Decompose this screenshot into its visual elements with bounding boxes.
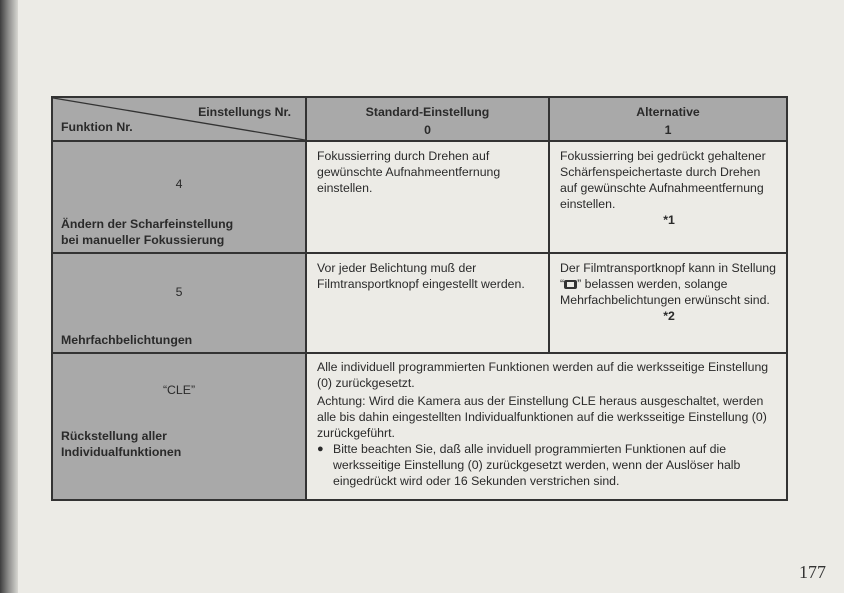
function-5-label-cell [52,253,306,353]
function-5-standard-text: Vor jeder Belichtung muß der Filmtransportknopf eingestellt werden. [306,253,549,353]
header-corner-cell [52,97,306,141]
function-name [61,216,233,248]
alternative-title: Alternative [636,105,700,119]
alternative-text-post: ” belassen werden, solange Mehrfachbelichtungen erwünscht sind. [560,277,770,307]
standard-setting-title: Standard-Einstellung [365,105,490,119]
footnote-mark: *2 [663,309,675,323]
header-alternative-cell [549,97,787,141]
alternative-text-pre: Der Filmtransportknopf kann in Stellung “ [560,261,776,291]
setting-number-label: Einstellungs Nr. [198,105,291,119]
bullet-text: Bitte beachten Sie, daß alle inviduell programmierten Funktionen auf die werksseitige Einstellung (0) zurückgesetzt werden, wenn der Auslöser halb eingedrückt wird oder 16 Sekunden verstrichen sind. [333,442,741,488]
function-4-alternative-text: Fokussierring bei gedrückt gehaltener Schärfenspeichertaste durch Drehen auf gewünschte Aufnahmeentfernung einstellen. [560,149,766,211]
function-number-label: Funktion Nr. [61,120,133,134]
function-name: Mehrfachbelichtungen [61,333,193,347]
function-number: 4 [175,177,183,191]
function-number: 5 [175,285,183,299]
caution-note: Achtung: Wird die Kamera aus der Einstellung CLE heraus ausgeschaltet, werden alle bis dahin eingestellten Individualfunktionen auf die werksseitige Einstellung (0) zurückgeführt. [317,394,767,440]
function-cle-label-cell [52,353,306,500]
function-4-standard-text: Fokussierring durch Drehen auf gewünschte Aufnahmeentfernung einstellen. [306,141,549,253]
bullet-note [317,441,778,489]
function-name-line: Rückstellung aller [61,429,167,443]
table-header-row [52,97,787,141]
function-name-line: Individualfunktionen [61,445,182,459]
function-5-alternative-cell [549,253,787,353]
table-row-function-cle [52,353,787,500]
footnote-mark: *1 [663,213,675,227]
function-5-alternative-text [560,260,778,308]
table-row-function-4 [52,141,787,253]
function-name [61,428,181,460]
function-name-line: bei manueller Fokussierung [61,233,225,247]
function-name-line: Ändern der Scharfeinstellung [61,217,234,231]
function-cle-description [306,353,787,500]
function-4-alternative-cell [549,141,787,253]
custom-functions-table [51,96,788,501]
book-binding-shadow [0,0,18,593]
header-standard-cell [306,97,549,141]
table-row-function-5 [52,253,787,353]
alternative-number: 1 [664,123,672,137]
reset-description: Alle individuell programmierten Funktionen werden auf die werksseitige Einstellung (0) zurückgesetzt. [317,360,769,390]
bullet-icon: ● [317,443,324,455]
function-4-label-cell [52,141,306,253]
page-number: 177 [799,562,826,582]
film-roll-icon [564,280,577,289]
function-number: “CLE” [162,383,196,397]
standard-setting-number: 0 [424,123,431,137]
